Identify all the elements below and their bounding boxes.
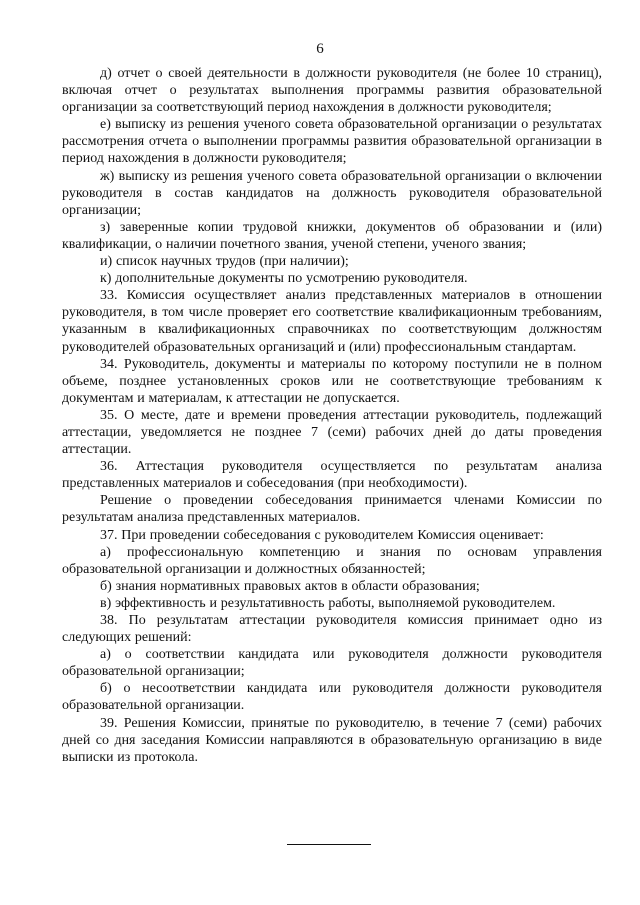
paragraph-38-decisions: 38. По результатам аттестации руководителя комиссия принимает одно из следующих решений: bbox=[62, 613, 602, 646]
paragraph-z-certified-copies: з) заверенные копии трудовой книжки, документов об образовании и (или) квалификации, о наличии почетного звания, ученой степени, ученого звания; bbox=[62, 219, 602, 252]
page-number: 6 bbox=[316, 41, 324, 57]
paragraph-38a-compliance: а) о соответствии кандидата или руководителя должности руководителя образовательной организации; bbox=[62, 647, 602, 680]
document-body bbox=[62, 65, 602, 766]
paragraph-35-notification: 35. О месте, дате и времени проведения аттестации руководитель, подлежащий аттестации, уведомляется не позднее 7 (семи) рабочих дней до даты проведения аттестации. bbox=[62, 407, 602, 458]
paragraph-interview-decision: Решение о проведении собеседования принимается членами Комиссии по результатам анализа представленных материалов. bbox=[62, 493, 602, 526]
paragraph-33-analysis: 33. Комиссия осуществляет анализ представленных материалов в отношении руководителя, в том числе проверяет его соответствие квалификационным требованиям, указанным в квалификационных справочниках по соответствующим должностям руководителей образовательных организаций и (или) профессиональным стандартам. bbox=[62, 288, 602, 355]
paragraph-37-interview-evaluation: 37. При проведении собеседования с руководителем Комиссия оценивает: bbox=[100, 527, 544, 543]
paragraph-e-council-extract-report: е) выписку из решения ученого совета образовательной организации о результатах рассмотрения отчета о выполнении программы развития образовательной организации в период нахождения в должности руководителя; bbox=[62, 117, 602, 167]
paragraph-37v-effectiveness: в) эффективность и результативность работы, выполняемой руководителем. bbox=[100, 595, 556, 611]
paragraph-39-commission-decisions: 39. Решения Комиссии, принятые по руководителю, в течение 7 (семи) рабочих дней со дня заседания Комиссии направляются в образовательную организацию в виде выписки из протокола. bbox=[62, 715, 602, 765]
paragraph-34-not-admitted: 34. Руководитель, документы и материалы по которому поступили не в полном объеме, позднее установленных сроков или не соответствующие требованиям к документам и материалам, к аттестации не допускается. bbox=[62, 356, 602, 406]
paragraph-k-additional-documents: к) дополнительные документы по усмотрению руководителя. bbox=[100, 271, 468, 287]
paragraph-d-activity-report: д) отчет о своей деятельности в должности руководителя (не более 10 страниц), включая отчет о результатах выполнения программы развития образовательной организации за соответствующий период нахождения в должности руководителя; bbox=[62, 66, 602, 116]
paragraph-36-attestation-basis: 36. Аттестация руководителя осуществляется по результатам анализа представленных материалов и собеседования (при необходимости). bbox=[62, 459, 602, 492]
paragraph-37a-competence: а) профессиональную компетенцию и знания по основам управления образовательной организации и должностных обязанностей; bbox=[62, 544, 602, 577]
paragraph-zh-council-extract-candidates: ж) выписку из решения ученого совета образовательной организации о включении руководителя в состав кандидатов на должность руководителя образовательной организации; bbox=[62, 168, 602, 218]
paragraph-38b-non-compliance: б) о несоответствии кандидата или руководителя должности руководителя образовательной организации. bbox=[62, 681, 602, 714]
paragraph-i-scientific-works: и) список научных трудов (при наличии); bbox=[100, 254, 349, 270]
end-divider-line bbox=[287, 844, 371, 845]
paragraph-37b-legal-knowledge: б) знания нормативных правовых актов в области образования; bbox=[100, 578, 480, 594]
